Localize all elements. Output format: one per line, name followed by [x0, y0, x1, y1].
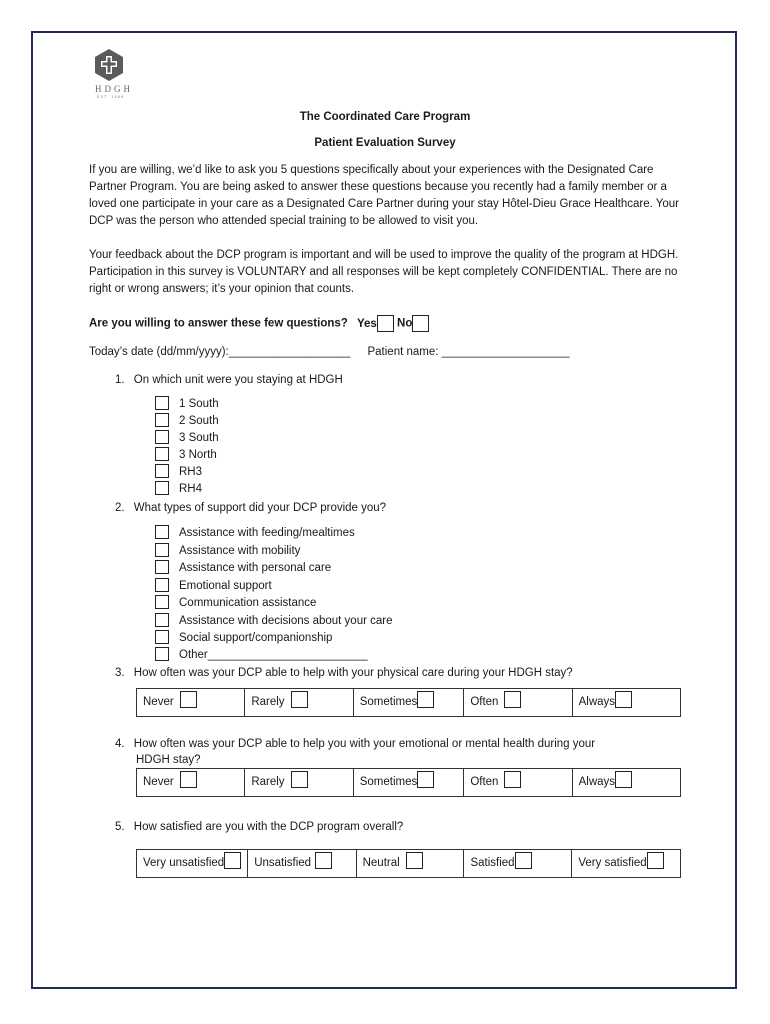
question-number: 2. [115, 502, 125, 514]
checkbox[interactable] [155, 430, 169, 444]
scale-cell[interactable] [572, 689, 680, 717]
question-2 [115, 500, 386, 516]
checkbox[interactable] [155, 464, 169, 478]
checkbox[interactable] [155, 647, 169, 661]
option-label: 2 South [179, 415, 219, 427]
question-number: 1. [115, 374, 125, 386]
question-5 [115, 819, 403, 835]
scale-label: Often [470, 696, 499, 708]
date-patient-row [89, 344, 570, 360]
question-1 [115, 372, 343, 388]
checkbox[interactable] [155, 595, 169, 609]
question-text: On which unit were you staying at HDGH [133, 374, 343, 386]
checkbox[interactable] [155, 630, 169, 644]
question-3 [115, 665, 573, 681]
scale-label: Always [578, 696, 616, 708]
scale-cell[interactable] [245, 689, 353, 717]
checkbox[interactable] [155, 447, 169, 461]
question-text: What types of support did your DCP provide you? [133, 502, 387, 514]
scale-label: Never [143, 696, 174, 708]
scale-cell[interactable] [353, 769, 464, 797]
scale-cell[interactable] [572, 850, 681, 878]
checkbox[interactable] [180, 691, 197, 708]
checkbox[interactable] [155, 613, 169, 627]
hdgh-logo [92, 48, 133, 99]
support-option[interactable] [155, 560, 331, 577]
support-option[interactable] [155, 613, 393, 630]
option-label: Other_________________________ [179, 649, 368, 661]
scale-cell[interactable] [137, 769, 245, 797]
unit-option[interactable] [155, 396, 219, 413]
unit-option[interactable] [155, 481, 202, 498]
hexagon-cross-icon [94, 48, 124, 82]
checkbox[interactable] [224, 852, 241, 869]
no-label: No [397, 317, 413, 330]
checkbox[interactable] [417, 771, 434, 788]
scale-cell[interactable] [248, 850, 356, 878]
option-label: Assistance with mobility [179, 545, 301, 557]
scale-label: Very unsatisfied [143, 857, 225, 869]
question-text: How often was your DCP able to help with your physical care during your HDGH stay? [133, 667, 573, 679]
frequency-scale-q3 [136, 688, 681, 717]
scale-label: Sometimes [359, 696, 418, 708]
question-number: 3. [115, 667, 125, 679]
question-number: 5. [115, 821, 125, 833]
logo-subtext: EST. 1888 [96, 94, 125, 99]
checkbox[interactable] [155, 525, 169, 539]
checkbox[interactable] [504, 771, 521, 788]
checkbox[interactable] [155, 481, 169, 495]
no-checkbox[interactable] [412, 315, 429, 332]
survey-title: Patient Evaluation Survey [314, 137, 456, 149]
checkbox[interactable] [504, 691, 521, 708]
unit-option[interactable] [155, 464, 202, 481]
patient-name-field[interactable]: Patient name: ____________________ [367, 346, 570, 358]
scale-label: Never [143, 776, 174, 788]
scale-cell[interactable] [245, 769, 353, 797]
unit-option[interactable] [155, 447, 217, 464]
scale-cell[interactable] [464, 769, 572, 797]
support-option[interactable] [155, 525, 355, 542]
question-number: 4. [115, 738, 125, 750]
scale-label: Always [578, 776, 616, 788]
scale-cell[interactable] [572, 769, 680, 797]
intro-paragraph-1: If you are willing, we’d like to ask you 5 questions specifically about your experiences with the Designated Care Partner Program. You are being asked to answer these questions because you recently had a family member or a loved one participate in your care as a Designated Care Partner during your stay Hôtel-Dieu Grace Healthcare. Your DCP was the person who attended special training to be allowed to visit you. [89, 164, 680, 227]
scale-label: Neutral [362, 857, 400, 869]
scale-cell[interactable] [137, 689, 245, 717]
checkbox[interactable] [291, 691, 308, 708]
unit-option[interactable] [155, 430, 219, 447]
scale-label: Often [470, 776, 499, 788]
checkbox[interactable] [180, 771, 197, 788]
question-4 [115, 736, 595, 752]
scale-label: Rarely [251, 696, 285, 708]
checkbox[interactable] [155, 413, 169, 427]
scale-cell[interactable] [356, 850, 464, 878]
option-label: 3 North [179, 449, 217, 461]
checkbox[interactable] [515, 852, 532, 869]
support-option[interactable] [155, 543, 300, 560]
scale-cell[interactable] [464, 689, 572, 717]
scale-label: Unsatisfied [254, 857, 312, 869]
yes-label: Yes [357, 317, 377, 330]
option-label: 3 South [179, 432, 219, 444]
willing-row [89, 315, 429, 332]
checkbox[interactable] [315, 852, 332, 869]
checkbox[interactable] [647, 852, 664, 869]
question-text: How often was your DCP able to help you with your emotional or mental health during your [133, 738, 596, 750]
unit-option[interactable] [155, 413, 219, 430]
option-label: RH3 [179, 466, 203, 478]
checkbox[interactable] [291, 771, 308, 788]
checkbox[interactable] [417, 691, 434, 708]
scale-label: Rarely [251, 776, 285, 788]
scale-cell[interactable] [137, 850, 248, 878]
checkbox[interactable] [615, 771, 632, 788]
willing-question: Are you willing to answer these few questions? [89, 317, 348, 330]
scale-label: Satisfied [470, 857, 515, 869]
checkbox[interactable] [155, 543, 169, 557]
satisfaction-scale-q5 [136, 849, 681, 878]
checkbox[interactable] [155, 560, 169, 574]
checkbox[interactable] [155, 396, 169, 410]
support-option-other[interactable] [155, 647, 368, 664]
scale-label: Very satisfied [578, 857, 647, 869]
frequency-scale-q4 [136, 768, 681, 797]
scale-cell[interactable] [353, 689, 464, 717]
option-label: Emotional support [179, 580, 272, 592]
checkbox[interactable] [406, 852, 423, 869]
option-label: Communication assistance [179, 597, 317, 609]
option-label: Assistance with decisions about your care [179, 615, 393, 627]
yes-checkbox[interactable] [377, 315, 394, 332]
scale-label: Sometimes [359, 776, 418, 788]
support-option[interactable] [155, 578, 272, 595]
question-text: How satisfied are you with the DCP program overall? [133, 821, 404, 833]
support-option[interactable] [155, 595, 316, 612]
program-title: The Coordinated Care Program [299, 111, 471, 123]
date-field[interactable]: Today’s date (dd/mm/yyyy):___________________ [89, 346, 351, 358]
checkbox[interactable] [615, 691, 632, 708]
option-label: Social support/companionship [179, 632, 333, 644]
option-label: Assistance with feeding/mealtimes [179, 527, 355, 539]
intro-paragraph-2: Your feedback about the DCP program is important and will be used to improve the quality of the program at HDGH. Participation in this survey is VOLUNTARY and all responses will be kept completely CONFIDENTIAL. There are no right or wrong answers; it’s your opinion that counts. [89, 249, 679, 295]
option-label: RH4 [179, 483, 203, 495]
support-option[interactable] [155, 630, 332, 647]
question-4-continued: HDGH stay? [136, 754, 201, 766]
checkbox[interactable] [155, 578, 169, 592]
option-label: Assistance with personal care [179, 562, 332, 574]
option-label: 1 South [179, 398, 219, 410]
scale-cell[interactable] [464, 850, 572, 878]
logo-text: HDGH [95, 84, 133, 94]
